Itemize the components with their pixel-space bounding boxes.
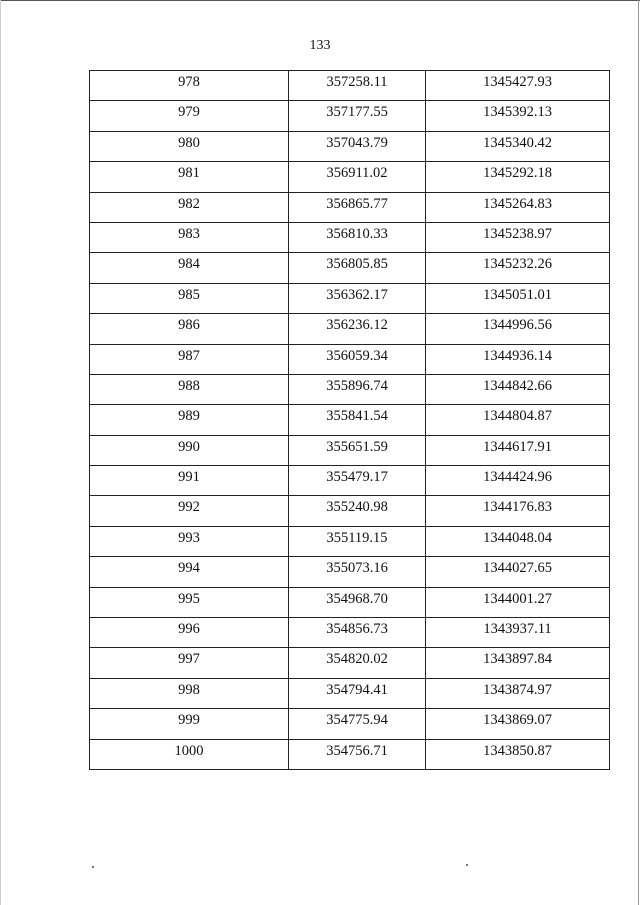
y-coordinate-cell: 1345232.26 [426, 253, 610, 283]
x-coordinate-cell: 355651.59 [289, 435, 426, 465]
point-id-cell: 996 [90, 618, 289, 648]
table-row [90, 739, 610, 769]
y-coordinate-cell: 1344996.56 [426, 314, 610, 344]
page-edge-right [638, 0, 639, 905]
y-coordinate-cell: 1343937.11 [426, 618, 610, 648]
y-coordinate-cell: 1344842.66 [426, 374, 610, 404]
y-coordinate-cell: 1345292.18 [426, 162, 610, 192]
x-coordinate-cell: 354756.71 [289, 739, 426, 769]
point-id-cell: 994 [90, 557, 289, 587]
x-coordinate-cell: 356236.12 [289, 314, 426, 344]
point-id-cell: 997 [90, 648, 289, 678]
point-id-cell: 979 [90, 101, 289, 131]
table-row [90, 71, 610, 101]
page-edge-left [0, 0, 1, 905]
table-row [90, 466, 610, 496]
y-coordinate-cell: 1345264.83 [426, 192, 610, 222]
x-coordinate-cell: 355479.17 [289, 466, 426, 496]
y-coordinate-cell: 1343850.87 [426, 739, 610, 769]
x-coordinate-cell: 355896.74 [289, 374, 426, 404]
y-coordinate-cell: 1343874.97 [426, 678, 610, 708]
x-coordinate-cell: 356362.17 [289, 283, 426, 313]
table-row [90, 131, 610, 161]
x-coordinate-cell: 355240.98 [289, 496, 426, 526]
y-coordinate-cell: 1344176.83 [426, 496, 610, 526]
point-id-cell: 990 [90, 435, 289, 465]
point-id-cell: 995 [90, 587, 289, 617]
x-coordinate-cell: 356810.33 [289, 222, 426, 252]
table-row [90, 405, 610, 435]
y-coordinate-cell: 1343869.07 [426, 709, 610, 739]
x-coordinate-cell: 357258.11 [289, 71, 426, 101]
x-coordinate-cell: 354856.73 [289, 618, 426, 648]
y-coordinate-cell: 1344001.27 [426, 587, 610, 617]
table-row [90, 253, 610, 283]
table-row [90, 374, 610, 404]
table-row [90, 283, 610, 313]
table-body [90, 71, 610, 770]
scan-dot [92, 866, 94, 868]
point-id-cell: 993 [90, 526, 289, 556]
table-row [90, 314, 610, 344]
page-number: 133 [309, 38, 331, 53]
scan-dot [466, 864, 468, 866]
table-row [90, 192, 610, 222]
table-row [90, 587, 610, 617]
y-coordinate-cell: 1344424.96 [426, 466, 610, 496]
x-coordinate-cell: 356865.77 [289, 192, 426, 222]
y-coordinate-cell: 1345051.01 [426, 283, 610, 313]
point-id-cell: 989 [90, 405, 289, 435]
table-row [90, 526, 610, 556]
x-coordinate-cell: 355841.54 [289, 405, 426, 435]
point-id-cell: 988 [90, 374, 289, 404]
table-row [90, 678, 610, 708]
y-coordinate-cell: 1344936.14 [426, 344, 610, 374]
x-coordinate-cell: 354775.94 [289, 709, 426, 739]
table-row [90, 618, 610, 648]
x-coordinate-cell: 357043.79 [289, 131, 426, 161]
x-coordinate-cell: 355073.16 [289, 557, 426, 587]
table-row [90, 435, 610, 465]
point-id-cell: 980 [90, 131, 289, 161]
y-coordinate-cell: 1343897.84 [426, 648, 610, 678]
point-id-cell: 987 [90, 344, 289, 374]
point-id-cell: 986 [90, 314, 289, 344]
x-coordinate-cell: 354794.41 [289, 678, 426, 708]
y-coordinate-cell: 1345238.97 [426, 222, 610, 252]
point-id-cell: 1000 [90, 739, 289, 769]
point-id-cell: 998 [90, 678, 289, 708]
table-row [90, 709, 610, 739]
point-id-cell: 984 [90, 253, 289, 283]
y-coordinate-cell: 1345392.13 [426, 101, 610, 131]
x-coordinate-cell: 357177.55 [289, 101, 426, 131]
x-coordinate-cell: 356911.02 [289, 162, 426, 192]
point-id-cell: 978 [90, 71, 289, 101]
coordinate-table [89, 70, 610, 770]
page-edge-top [0, 0, 640, 1]
point-id-cell: 991 [90, 466, 289, 496]
table-row [90, 648, 610, 678]
x-coordinate-cell: 356059.34 [289, 344, 426, 374]
y-coordinate-cell: 1345340.42 [426, 131, 610, 161]
table-row [90, 496, 610, 526]
point-id-cell: 982 [90, 192, 289, 222]
point-id-cell: 981 [90, 162, 289, 192]
y-coordinate-cell: 1344617.91 [426, 435, 610, 465]
x-coordinate-cell: 356805.85 [289, 253, 426, 283]
y-coordinate-cell: 1344027.65 [426, 557, 610, 587]
point-id-cell: 985 [90, 283, 289, 313]
y-coordinate-cell: 1344048.04 [426, 526, 610, 556]
table-row [90, 222, 610, 252]
table-row [90, 557, 610, 587]
table-row [90, 101, 610, 131]
y-coordinate-cell: 1345427.93 [426, 71, 610, 101]
x-coordinate-cell: 354820.02 [289, 648, 426, 678]
point-id-cell: 992 [90, 496, 289, 526]
y-coordinate-cell: 1344804.87 [426, 405, 610, 435]
x-coordinate-cell: 354968.70 [289, 587, 426, 617]
table-row [90, 162, 610, 192]
point-id-cell: 983 [90, 222, 289, 252]
point-id-cell: 999 [90, 709, 289, 739]
x-coordinate-cell: 355119.15 [289, 526, 426, 556]
table-row [90, 344, 610, 374]
